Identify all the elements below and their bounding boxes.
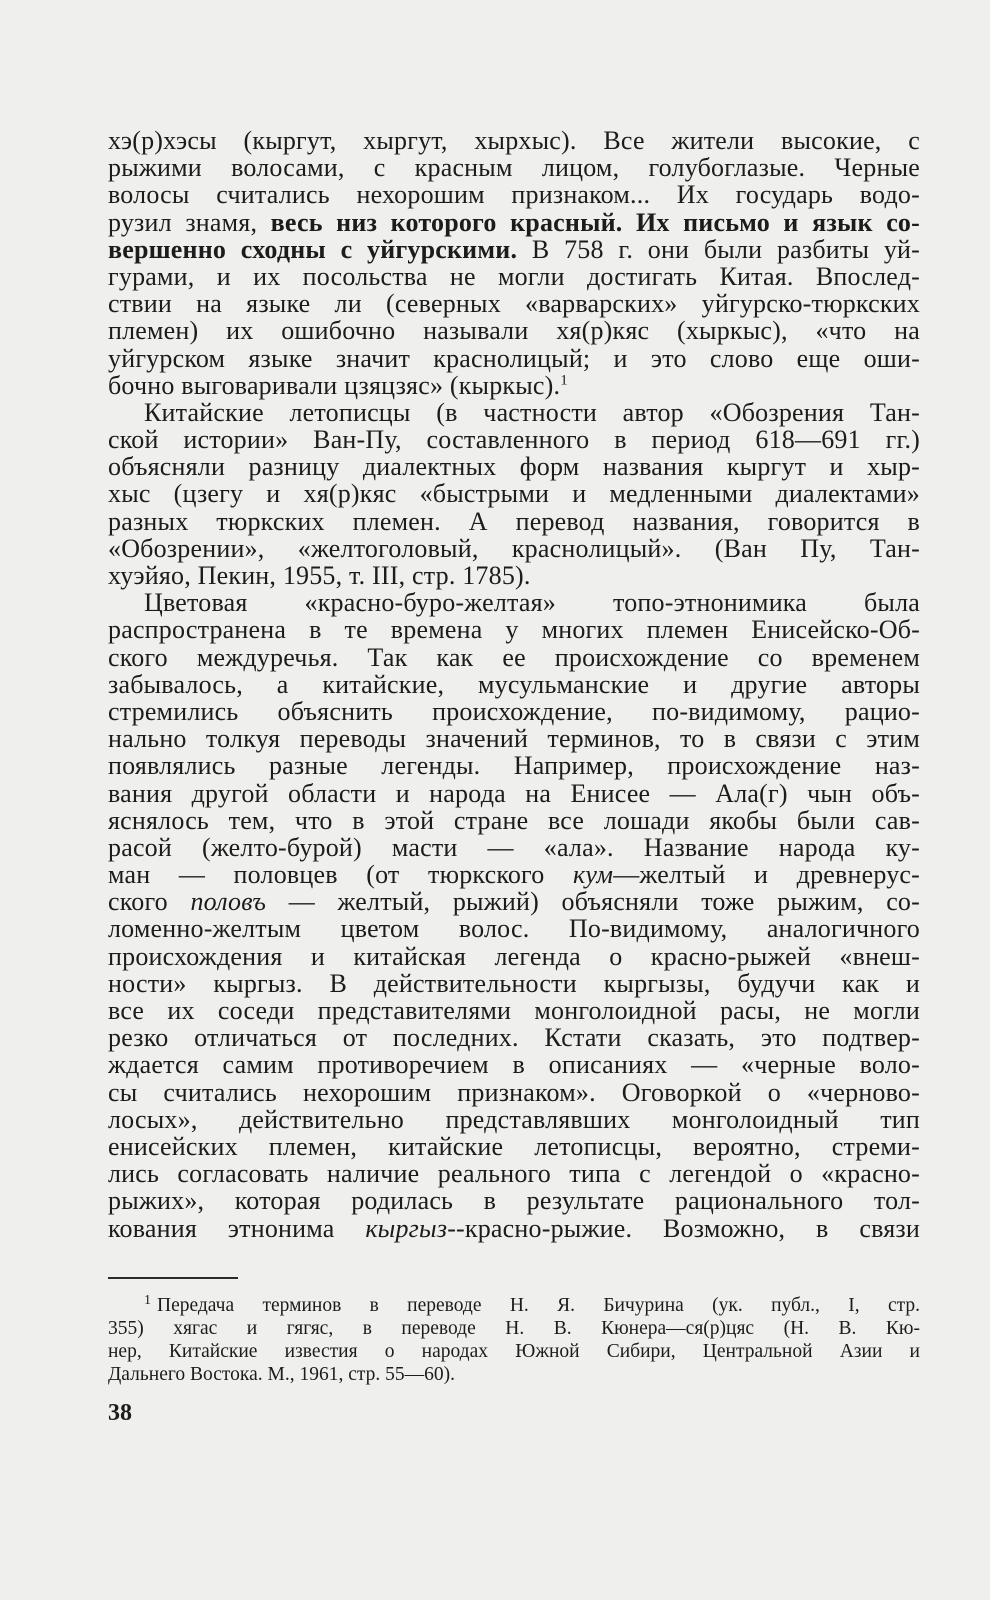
text-span: вания другой области и народа на Енисее — Ала(г) чын объ-: [108, 778, 920, 808]
text-span: ломенно-желтым цветом волос. По-видимому, аналогичного: [108, 914, 920, 944]
text-span: лосых», действительно представлявших монголоидный тип: [108, 1104, 920, 1134]
text-span: ской истории» Ван-Пу, составленного в период 618—691 гг.): [108, 425, 920, 455]
footnote-divider: [108, 1277, 238, 1279]
text-line: [108, 209, 920, 236]
text-line: [108, 1024, 920, 1051]
text-line: [108, 181, 920, 208]
text-span: уйгурском языке значит краснолицый; и это слово еще оши-: [108, 343, 920, 373]
text-line: [108, 426, 920, 453]
text-line: [108, 644, 920, 671]
text-line: [108, 915, 920, 942]
text-span: ности» кыргыз. В действительности кыргызы, будучи как и: [108, 968, 920, 998]
footnotes: [108, 1294, 920, 1386]
text-span: волосы считались нехорошим признаком... Их государь водо-: [108, 180, 920, 210]
text-span: разных тюркских племен. А перевод названия, говорится в: [108, 506, 920, 536]
text-line: [108, 589, 920, 616]
text-span: половъ: [190, 887, 267, 917]
text-line: [108, 154, 920, 181]
text-line: [108, 508, 920, 535]
text-line: [108, 480, 920, 507]
text-span: хыс (цзегу и хя(р)кяс «быстрыми и медленными диалектами»: [108, 479, 920, 509]
text-span: — желтый, рыжий) объясняли тоже рыжим, со-: [266, 887, 920, 917]
text-span: кыргыз: [365, 1213, 448, 1243]
text-span: сы считались нехорошим признаком». Оговоркой о «черново-: [108, 1077, 920, 1107]
text-span: В 758 г. они были разбиты уй-: [517, 234, 921, 264]
text-span: —желтый и древнерус-: [613, 860, 920, 890]
text-line: [108, 834, 920, 861]
text-span: бочно выговаривали цзяцзяс» (кыркыс).: [108, 370, 561, 400]
text-span: кования этнонима: [108, 1213, 366, 1243]
text-line: [108, 1160, 920, 1187]
text-span: Дальнего Востока. М., 1961, стр. 55—60).: [108, 1364, 455, 1385]
text-line: [108, 345, 920, 372]
text-span: енисейских племен, китайские летописцы, вероятно, стреми-: [108, 1131, 920, 1161]
text-line: [108, 372, 920, 399]
text-span: рыжими волосами, с красным лицом, голубоглазые. Черные: [108, 153, 920, 183]
text-line: [108, 997, 920, 1024]
text-span: гурами, и их посольства не могли достигать Китая. Впослед-: [108, 261, 920, 291]
text-span: появлялись разные легенды. Например, происхождение наз-: [108, 751, 920, 781]
text-line: [108, 616, 920, 643]
text-line: [108, 317, 920, 344]
text-span: «Обозрении», «желтоголовый, краснолицый». (Ван Пу, Тан-: [108, 533, 920, 563]
text-line: [108, 399, 920, 426]
text-span: нально толкуя переводы значений терминов, то в связи с этим: [108, 724, 920, 754]
text-span: происхождения и китайская легенда о красно-рыжей «внеш-: [108, 941, 920, 971]
text-line: [108, 1187, 920, 1214]
text-line: [108, 698, 920, 725]
text-line: [108, 888, 920, 915]
text-span: племен) их ошибочно называли хя(р)кяс (хыркыс), «что на: [108, 316, 920, 346]
text-line: [108, 290, 920, 317]
text-line: [108, 671, 920, 698]
text-span: нер, Китайские известия о народах Южной Сибири, Центральной Азии и: [108, 1341, 920, 1362]
text-span: расой (желто-бурой) масти — «ала». Название народа ку-: [108, 832, 920, 862]
text-line: [108, 236, 920, 263]
text-span: ждается самим противоречием в описаниях — «черные воло-: [108, 1050, 920, 1080]
text-line: [108, 780, 920, 807]
text-line: [108, 752, 920, 779]
text-span: хуэйяо, Пекин, 1955, т. III, стр. 1785).: [108, 561, 531, 590]
text-span: рузил знамя,: [108, 207, 271, 237]
text-span: хэ(р)хэсы (кыргут, хыргут, хырхыс). Все жители высокие, с: [108, 126, 920, 155]
text-line: [108, 127, 920, 154]
text-span: Цветовая «красно-буро-желтая» топо-этнонимика была: [144, 588, 920, 618]
text-line: [108, 535, 920, 562]
text-line: [108, 943, 920, 970]
text-span: ского: [108, 887, 191, 917]
text-line: [108, 861, 920, 888]
text-span: --красно-рыжие. Возможно, в связи: [447, 1213, 920, 1243]
text-span: все их соседи представителями монголоидной расы, не могли: [108, 996, 920, 1025]
text-span: вершенно сходны с уйгурскими.: [108, 234, 518, 264]
text-span: яснялось тем, что в этой стране все лошади якобы были сав-: [108, 805, 920, 835]
text-span: ского междуречья. Так как ее происхождение со временем: [108, 642, 920, 672]
page-number: 38: [108, 1400, 132, 1426]
text-line: [108, 562, 920, 589]
footnote-line: [108, 1317, 920, 1340]
text-line: [108, 725, 920, 752]
footnote-line: [108, 1294, 920, 1317]
footnote-line: [108, 1363, 920, 1386]
text-line: [108, 1215, 920, 1242]
text-span: Китайские летописцы (в частности автор «Обозрения Тан-: [144, 397, 920, 427]
text-span: 355) хягас и гягяс, в переводе Н. В. Кюнера—ся(р)цяс (Н. В. Кю-: [108, 1318, 920, 1339]
text-span: ман — половцев (от тюркского: [108, 860, 573, 890]
text-span: ствии на языке ли (северных «варварских» уйгурско-тюркских: [108, 289, 920, 319]
body-text: [108, 127, 920, 1242]
text-span: стремились объяснить происхождение, по-видимому, рацио-: [108, 696, 920, 726]
text-span: весь низ которого красный. Их письмо и язык со-: [270, 207, 920, 237]
text-line: [108, 1051, 920, 1078]
footnote-number: 1: [144, 1292, 151, 1308]
text-line: [108, 1106, 920, 1133]
text-span: Передача терминов в переводе Н. Я. Бичурина (ук. публ., I, стр.: [157, 1295, 920, 1316]
text-line: [108, 1079, 920, 1106]
text-span: лись согласовать наличие реального типа с легендой о «красно-: [108, 1159, 920, 1189]
text-span: рыжих», которая родилась в результате рационального тол-: [108, 1186, 920, 1216]
text-line: [108, 1133, 920, 1160]
footnote-ref: 1: [560, 372, 568, 389]
text-span: объясняли разницу диалектных форм названия кыргут и хыр-: [108, 452, 920, 482]
text-span: забывалось, а китайские, мусульманские и другие авторы: [108, 669, 920, 699]
footnote-line: [108, 1340, 920, 1363]
text-span: резко отличаться от последних. Кстати сказать, это подтвер-: [108, 1023, 920, 1053]
text-line: [108, 970, 920, 997]
text-line: [108, 453, 920, 480]
text-line: [108, 807, 920, 834]
text-span: кум: [572, 860, 614, 890]
text-line: [108, 263, 920, 290]
text-span: распространена в те времена у многих племен Енисейско-Об-: [108, 615, 920, 645]
